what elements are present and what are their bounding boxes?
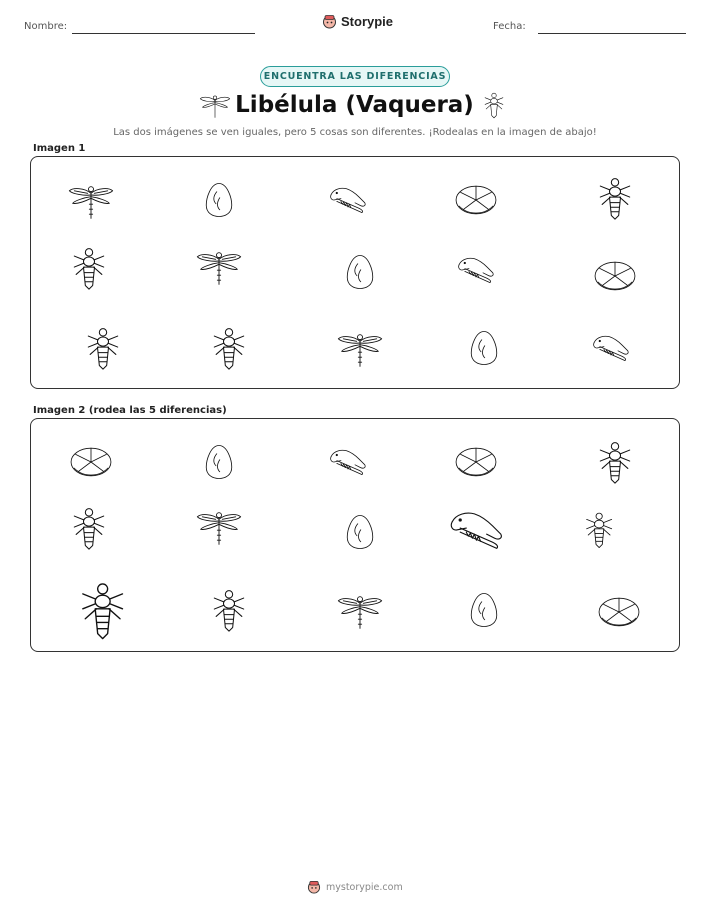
nymph-icon bbox=[596, 175, 634, 221]
dragonfly-icon bbox=[198, 90, 232, 120]
egg-icon bbox=[345, 250, 375, 294]
cowboy-hat-icon bbox=[327, 182, 369, 218]
egg-icon bbox=[204, 178, 234, 222]
nymph-icon[interactable] bbox=[77, 579, 128, 641]
lily-pad-icon[interactable] bbox=[453, 443, 499, 481]
egg-icon[interactable] bbox=[345, 510, 375, 554]
storypie-mascot-icon bbox=[322, 14, 337, 29]
dragonfly-icon[interactable] bbox=[335, 589, 385, 631]
cowboy-hat-icon[interactable] bbox=[327, 444, 369, 480]
lily-pad-icon bbox=[453, 181, 499, 219]
egg-icon bbox=[469, 326, 499, 370]
nymph-icon bbox=[84, 325, 122, 371]
dragonfly-icon bbox=[66, 179, 116, 221]
cowboy-hat-icon bbox=[455, 252, 497, 288]
nymph-icon bbox=[70, 245, 108, 291]
nymph-icon bbox=[210, 325, 248, 371]
nymph-icon[interactable] bbox=[210, 587, 248, 633]
egg-icon[interactable] bbox=[469, 588, 499, 632]
nymph-icon[interactable] bbox=[596, 439, 634, 485]
image2-label: Imagen 2 (rodea las 5 diferencias) bbox=[33, 405, 227, 416]
lily-pad-icon[interactable] bbox=[596, 593, 642, 631]
instructions-text: Las dos imágenes se ven iguales, pero 5 cosas son diferentes. ¡Rodealas en la imagen de abajo! bbox=[113, 127, 597, 138]
image1-label: Imagen 1 bbox=[33, 143, 86, 154]
page-title: Libélula (Vaquera) bbox=[235, 92, 474, 118]
lily-pad-icon[interactable] bbox=[68, 443, 114, 481]
storypie-mascot-icon bbox=[307, 880, 321, 894]
cowboy-hat-icon[interactable] bbox=[446, 504, 507, 556]
date-label: Fecha: bbox=[493, 21, 526, 32]
nymph-icon[interactable] bbox=[70, 505, 108, 551]
egg-icon[interactable] bbox=[204, 440, 234, 484]
dragonfly-icon bbox=[335, 327, 385, 369]
lily-pad-icon bbox=[592, 257, 638, 295]
name-line[interactable] bbox=[72, 33, 255, 34]
nymph-icon bbox=[481, 91, 507, 119]
name-label: Nombre: bbox=[24, 21, 68, 32]
dragonfly-icon[interactable] bbox=[194, 505, 244, 547]
brand-logo bbox=[322, 14, 393, 29]
dragonfly-icon bbox=[194, 245, 244, 287]
date-line[interactable] bbox=[538, 33, 686, 34]
nymph-icon[interactable] bbox=[583, 510, 615, 549]
cowboy-hat-icon bbox=[590, 330, 632, 366]
brand-name: Storypie bbox=[341, 14, 394, 29]
footer-url: mystorypie.com bbox=[326, 881, 403, 893]
activity-badge: ENCUENTRA LAS DIFERENCIAS bbox=[260, 66, 450, 87]
footer bbox=[307, 880, 403, 894]
